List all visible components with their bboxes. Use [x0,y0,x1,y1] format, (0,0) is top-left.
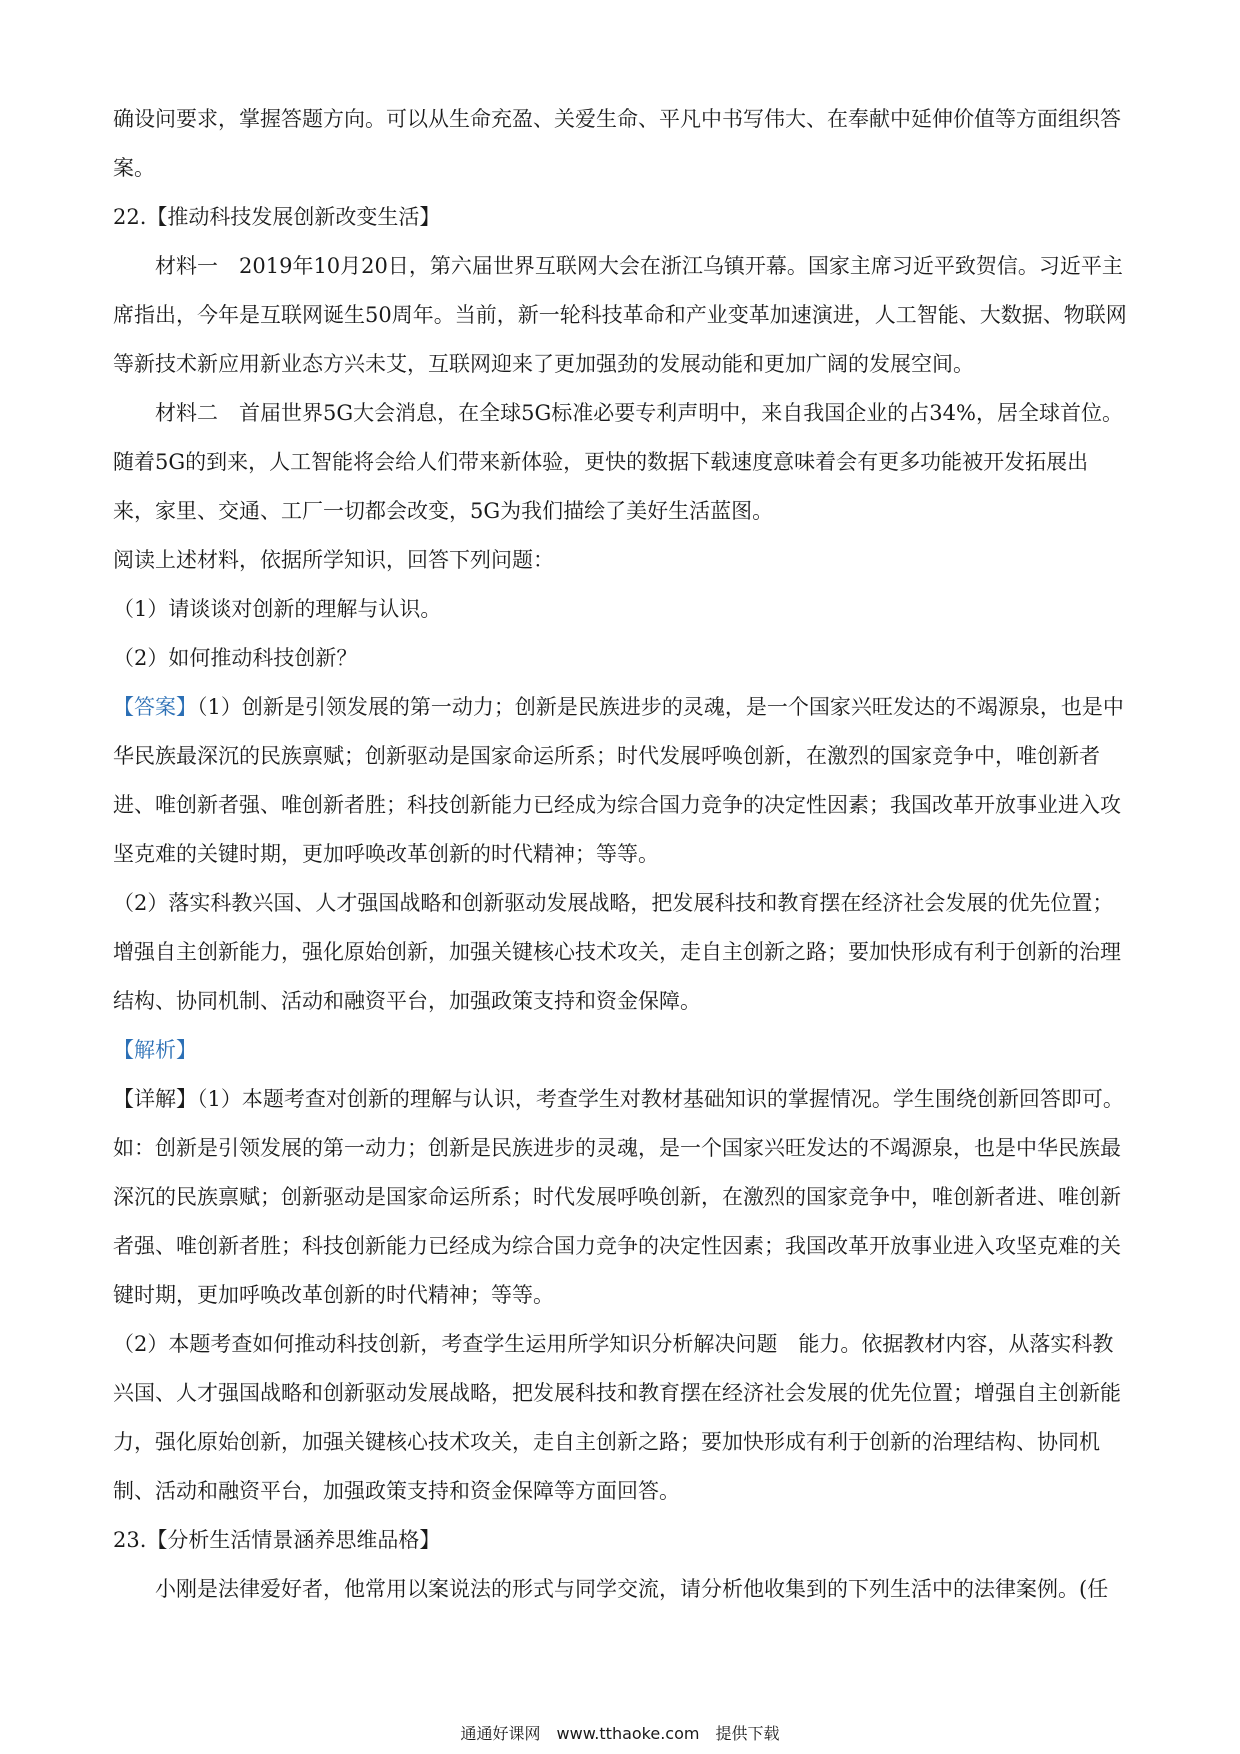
q22-analysis-tag [113,1026,1130,1075]
q22-detail-2: （2）本题考查如何推动科技创新，考查学生运用所学知识分析解决问题 能力。依据教材内容，从落实科教兴国、人才强国战略和创新驱动发展战略，把发展科技和教育摆在经济社会发展的优先位置；增强自主创新能力，强化原始创新，加强关键核心技术攻关，走自主创新之路；要加快形成有利于创新的治理结构、协同机制、活动和融资平台，加强政策支持和资金保障等方面回答。 [113,1332,1121,1503]
q23-title: 23.【分析生活情景涵养思维品格】 [113,1528,441,1552]
intro-paragraph: 确设问要求，掌握答题方向。可以从生命充盈、关爱生命、平凡中书写伟大、在奉献中延伸价值等方面组织答案。 [113,107,1121,180]
q22-material-1: 材料一 2019年10月20日，第六届世界互联网大会在浙江乌镇开幕。国家主席习近平致贺信。习近平主席指出，今年是互联网诞生50周年。当前，新一轮科技革命和产业变革加速演进，人工智能、大数据、物联网等新技术新应用新业态方兴未艾，互联网迎来了更加强劲的发展动能和更加广阔的发展空间。 [113,254,1127,376]
q22-prompt: 阅读上述材料，依据所学知识，回答下列问题： [113,548,554,572]
q22-title: 22.【推动科技发展创新改变生活】 [113,205,441,229]
q22-sub-question-2: （2）如何推动科技创新？ [113,646,358,670]
document-body [113,95,1130,1614]
answer-tag: 【答案】 [113,695,197,719]
detail-1-text: （1）本题考查对创新的理解与认识，考查学生对教材基础知识的掌握情况。学生围绕创新回答即可。如：创新是引领发展的第一动力；创新是民族进步的灵魂，是一个国家兴旺发达的不竭源泉，也是中华民族最深沉的民族禀赋；创新驱动是国家命运所系；时代发展呼唤创新，在激烈的国家竞争中，唯创新者进、唯创新者强、唯创新者胜；科技创新能力已经成为综合国力竞争的决定性因素；我国改革开放事业进入攻坚克难的关键时期，更加呼唤改革创新的时代精神；等等。 [113,1087,1124,1307]
page-footer: 通通好课网 www.tthaoke.com 提供下载 [460,1724,780,1743]
q22-answer-1 [113,683,1130,879]
q22-material-2: 材料二 首届世界5G大会消息，在全球5G标准必要专利声明中，来自我国企业的占34%，居全球首位。随着5G的到来，人工智能将会给人们带来新体验，更快的数据下载速度意味着会有更多功能被开发拓展出来，家里、交通、工厂一切都会改变，5G为我们描绘了美好生活蓝图。 [113,401,1123,523]
answer-1-text: （1）创新是引领发展的第一动力；创新是民族进步的灵魂，是一个国家兴旺发达的不竭源泉，也是中华民族最深沉的民族禀赋；创新驱动是国家命运所系；时代发展呼唤创新，在激烈的国家竞争中，唯创新者进、唯创新者强、唯创新者胜；科技创新能力已经成为综合国力竞争的决定性因素；我国改革开放事业进入攻坚克难的关键时期，更加呼唤改革创新的时代精神；等等。 [113,695,1124,866]
detail-tag: 【详解】 [113,1087,197,1111]
analysis-tag: 【解析】 [113,1038,197,1062]
q22-answer-2: （2）落实科教兴国、人才强国战略和创新驱动发展战略，把发展科技和教育摆在经济社会发展的优先位置；增强自主创新能力，强化原始创新，加强关键核心技术攻关，走自主创新之路；要加快形成有利于创新的治理结构、协同机制、活动和融资平台，加强政策支持和资金保障。 [113,891,1121,1013]
q22-detail-1 [113,1075,1130,1320]
q22-sub-question-1: （1）请谈谈对创新的理解与认识。 [113,597,442,621]
q23-text: 小刚是法律爱好者，他常用以案说法的形式与同学交流，请分析他收集到的下列生活中的法律案例。(任 [155,1577,1109,1601]
